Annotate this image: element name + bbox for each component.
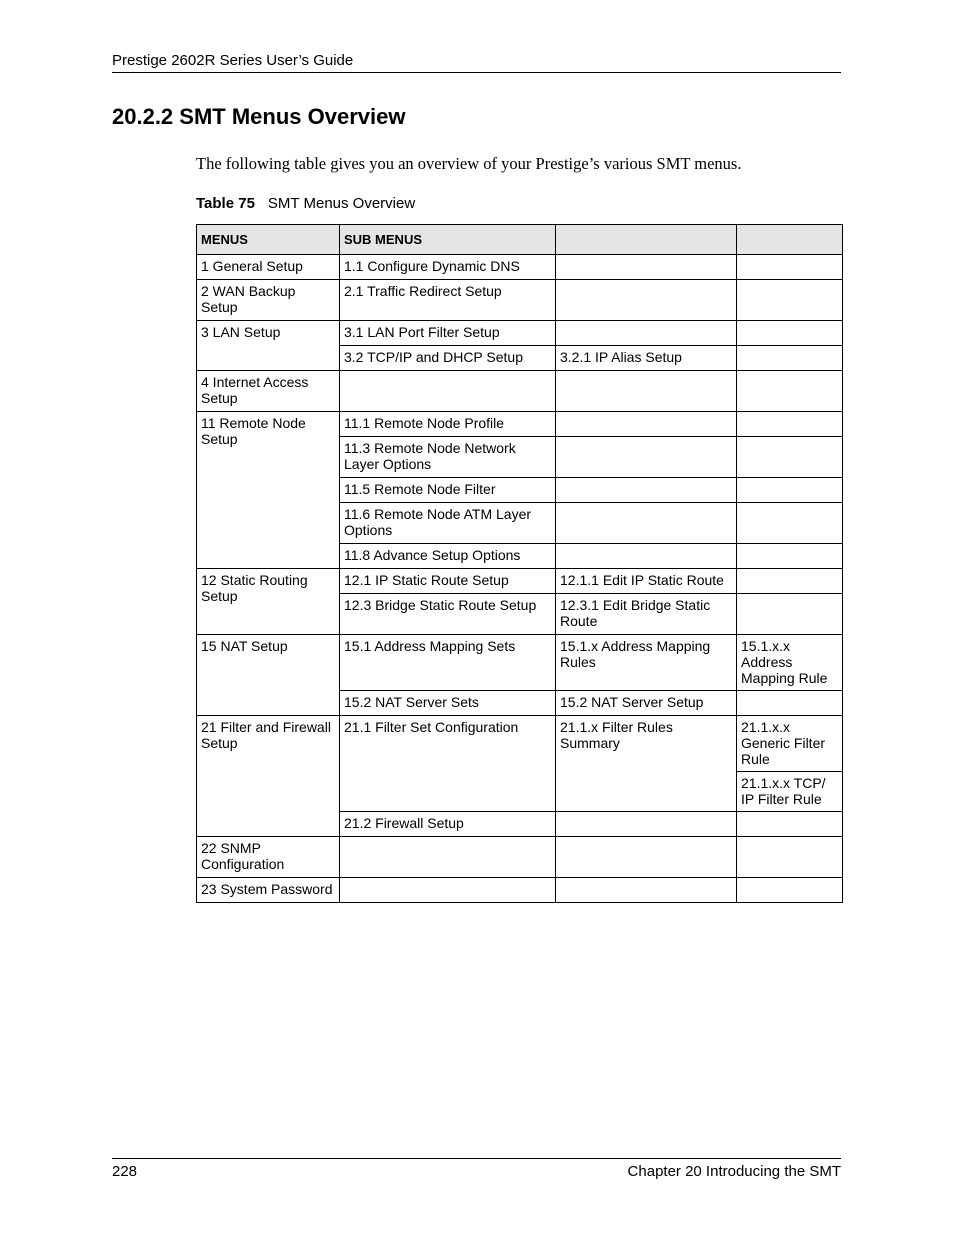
table-cell [556,371,737,412]
table-cell: 21.1.x Filter Rules Summary [556,716,737,812]
guide-title: Prestige 2602R Series User’s Guide [112,52,354,69]
table-cell: 23 System Password [197,878,340,903]
table-cell [737,691,843,716]
table-cell [737,812,843,837]
table-cell [737,346,843,371]
table-cell: 11.3 Remote Node Network Layer Options [340,437,556,478]
table-cell: 21.2 Firewall Setup [340,812,556,837]
header-menus: MENUS [197,225,340,255]
table-cell: 11.6 Remote Node ATM Layer Options [340,503,556,544]
table-cell [737,594,843,635]
table-cell [737,544,843,569]
table-cell [556,478,737,503]
table-cell [737,837,843,878]
table-cell: 1 General Setup [197,255,340,280]
table-cell [737,478,843,503]
table-row [197,371,843,412]
table-cell: 12.3.1 Edit Bridge Static Route [556,594,737,635]
section-title: 20.2.2 SMT Menus Overview [112,104,406,129]
table-cell: 3.2 TCP/IP and DHCP Setup [340,346,556,371]
table-cell [737,437,843,478]
table-cell: 12.1.1 Edit IP Static Route [556,569,737,594]
table-cell [556,255,737,280]
table-cell: 21.1 Filter Set Configuration [340,716,556,812]
header-col-4 [737,225,843,255]
table-row [197,280,843,321]
table-cell [737,321,843,346]
table-cell [556,437,737,478]
table-cell: 15.1 Address Mapping Sets [340,635,556,691]
table-cell: 11.1 Remote Node Profile [340,412,556,437]
running-header [112,51,841,73]
table-cell [556,544,737,569]
chapter-title: Chapter 20 Introducing the SMT [627,1163,841,1180]
table-cell: 11.8 Advance Setup Options [340,544,556,569]
table-cell: 11 Remote Node Setup [197,412,340,569]
page-number: 228 [112,1163,138,1180]
table-cell [556,503,737,544]
table-cell: 21.1.x.x TCP/ IP Filter Rule [737,772,843,812]
table-cell: 3.1 LAN Port Filter Setup [340,321,556,346]
table-cell: 22 SNMP Configuration [197,837,340,878]
table-cell [737,255,843,280]
table-cell [556,837,737,878]
table-cell [737,280,843,321]
table-cell [737,569,843,594]
table-cell [340,371,556,412]
table-cell [737,878,843,903]
table-cell [340,878,556,903]
intro-paragraph: The following table gives you an overview of your Prestige’s various SMT menus. [196,154,742,173]
table-cell [556,812,737,837]
table-cell: 1.1 Configure Dynamic DNS [340,255,556,280]
header-col-3 [556,225,737,255]
header-sub-menus: SUB MENUS [340,225,556,255]
table-cell: 2.1 Traffic Redirect Setup [340,280,556,321]
table-cell: 4 Internet Access Setup [197,371,340,412]
table-row [197,321,843,346]
smt-menus-table [196,224,843,903]
table-cell: 3 LAN Setup [197,321,340,371]
table-cell: 15.1.x Address Mapping Rules [556,635,737,691]
table-cell: 12.3 Bridge Static Route Setup [340,594,556,635]
table-header-row [197,225,843,255]
table-cell [340,837,556,878]
table-cell: 2 WAN Backup Setup [197,280,340,321]
table-row [197,878,843,903]
table-cell [737,412,843,437]
table-cell: 15 NAT Setup [197,635,340,716]
table-cell [556,412,737,437]
table-cell: 15.2 NAT Server Sets [340,691,556,716]
table-row [197,569,843,594]
table-cell: 21 Filter and Firewall Setup [197,716,340,837]
table-cell [556,321,737,346]
running-footer [112,1158,841,1183]
table-cell: 3.2.1 IP Alias Setup [556,346,737,371]
table-row [197,255,843,280]
table-cell: 15.1.x.x Address Mapping Rule [737,635,843,691]
table-caption [196,195,415,212]
table-cell [737,503,843,544]
table-cell: 21.1.x.x Generic Filter Rule [737,716,843,772]
table-cell: 12 Static Routing Setup [197,569,340,635]
table-cell [556,280,737,321]
table-cell: 11.5 Remote Node Filter [340,478,556,503]
table-caption-label: Table 75 [196,195,255,212]
table-cell: 12.1 IP Static Route Setup [340,569,556,594]
table-row [197,635,843,691]
table-cell [556,878,737,903]
table-row [197,716,843,772]
table-cell [737,371,843,412]
table-row [197,412,843,437]
table-cell: 15.2 NAT Server Setup [556,691,737,716]
table-caption-text: SMT Menus Overview [267,195,416,212]
table-row [197,837,843,878]
